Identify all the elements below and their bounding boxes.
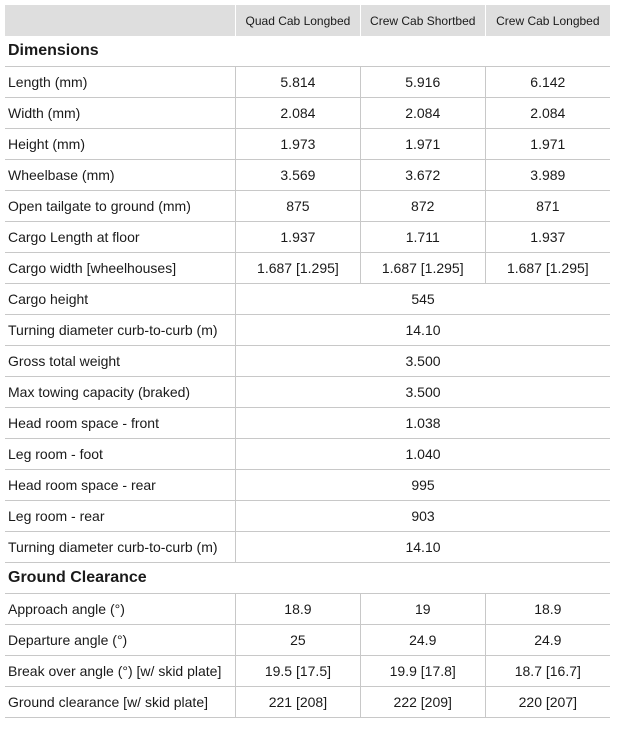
row-label: Open tailgate to ground (mm) [5, 191, 236, 222]
table-row [5, 439, 610, 470]
section-dimensions [5, 36, 610, 67]
cell-value-merged: 14.10 [236, 315, 610, 346]
row-label: Height (mm) [5, 129, 236, 160]
section-title: Ground Clearance [5, 563, 610, 594]
cell-value: 19.5 [17.5] [236, 656, 361, 687]
cell-value-merged: 995 [236, 470, 610, 501]
cell-value: 1.687 [1.295] [485, 253, 610, 284]
row-label: Departure angle (°) [5, 625, 236, 656]
cell-value: 19 [360, 594, 485, 625]
cell-value: 2.084 [236, 98, 361, 129]
table-row [5, 67, 610, 98]
cell-value: 1.937 [485, 222, 610, 253]
table-row [5, 129, 610, 160]
cell-value-merged: 3.500 [236, 346, 610, 377]
cell-value: 6.142 [485, 67, 610, 98]
row-label: Leg room - rear [5, 501, 236, 532]
row-label: Break over angle (°) [w/ skid plate] [5, 656, 236, 687]
table-row [5, 532, 610, 563]
row-label: Head room space - rear [5, 470, 236, 501]
table-row [5, 377, 610, 408]
header-quad-cab-longbed: Quad Cab Longbed [236, 5, 361, 36]
cell-value: 25 [236, 625, 361, 656]
table-row [5, 346, 610, 377]
cell-value-merged: 1.040 [236, 439, 610, 470]
cell-value: 1.937 [236, 222, 361, 253]
table-row [5, 160, 610, 191]
cell-value: 1.973 [236, 129, 361, 160]
specs-table [5, 5, 610, 718]
cell-value: 18.7 [16.7] [485, 656, 610, 687]
header-row [5, 5, 610, 36]
row-label: Cargo Length at floor [5, 222, 236, 253]
header-blank [5, 5, 236, 36]
row-label: Cargo height [5, 284, 236, 315]
table-row [5, 408, 610, 439]
cell-value: 1.971 [485, 129, 610, 160]
table-row [5, 222, 610, 253]
row-label: Cargo width [wheelhouses] [5, 253, 236, 284]
cell-value: 24.9 [485, 625, 610, 656]
cell-value: 2.084 [360, 98, 485, 129]
table-row [5, 656, 610, 687]
row-label: Length (mm) [5, 67, 236, 98]
table-row [5, 687, 610, 718]
cell-value: 222 [209] [360, 687, 485, 718]
cell-value: 1.971 [360, 129, 485, 160]
cell-value: 24.9 [360, 625, 485, 656]
cell-value-merged: 1.038 [236, 408, 610, 439]
row-label: Width (mm) [5, 98, 236, 129]
cell-value: 871 [485, 191, 610, 222]
row-label: Gross total weight [5, 346, 236, 377]
row-label: Max towing capacity (braked) [5, 377, 236, 408]
cell-value: 872 [360, 191, 485, 222]
table-row [5, 191, 610, 222]
row-label: Turning diameter curb-to-curb (m) [5, 532, 236, 563]
cell-value: 5.814 [236, 67, 361, 98]
cell-value: 18.9 [236, 594, 361, 625]
cell-value-merged: 3.500 [236, 377, 610, 408]
table-row [5, 594, 610, 625]
row-label: Ground clearance [w/ skid plate] [5, 687, 236, 718]
row-label: Turning diameter curb-to-curb (m) [5, 315, 236, 346]
header-crew-cab-longbed: Crew Cab Longbed [485, 5, 610, 36]
table-row [5, 625, 610, 656]
cell-value: 875 [236, 191, 361, 222]
cell-value: 3.989 [485, 160, 610, 191]
table-row [5, 284, 610, 315]
cell-value: 1.711 [360, 222, 485, 253]
cell-value: 1.687 [1.295] [236, 253, 361, 284]
cell-value: 19.9 [17.8] [360, 656, 485, 687]
table-row [5, 253, 610, 284]
row-label: Approach angle (°) [5, 594, 236, 625]
cell-value-merged: 903 [236, 501, 610, 532]
table-row [5, 315, 610, 346]
cell-value: 1.687 [1.295] [360, 253, 485, 284]
row-label: Head room space - front [5, 408, 236, 439]
table-row [5, 501, 610, 532]
table-row [5, 470, 610, 501]
cell-value: 18.9 [485, 594, 610, 625]
row-label: Leg room - foot [5, 439, 236, 470]
table-row [5, 98, 610, 129]
header-crew-cab-shortbed: Crew Cab Shortbed [360, 5, 485, 36]
row-label: Wheelbase (mm) [5, 160, 236, 191]
cell-value: 221 [208] [236, 687, 361, 718]
cell-value: 3.672 [360, 160, 485, 191]
cell-value: 3.569 [236, 160, 361, 191]
cell-value: 2.084 [485, 98, 610, 129]
section-ground-clearance [5, 563, 610, 594]
cell-value: 5.916 [360, 67, 485, 98]
cell-value: 220 [207] [485, 687, 610, 718]
cell-value-merged: 545 [236, 284, 610, 315]
cell-value-merged: 14.10 [236, 532, 610, 563]
section-title: Dimensions [5, 36, 610, 67]
